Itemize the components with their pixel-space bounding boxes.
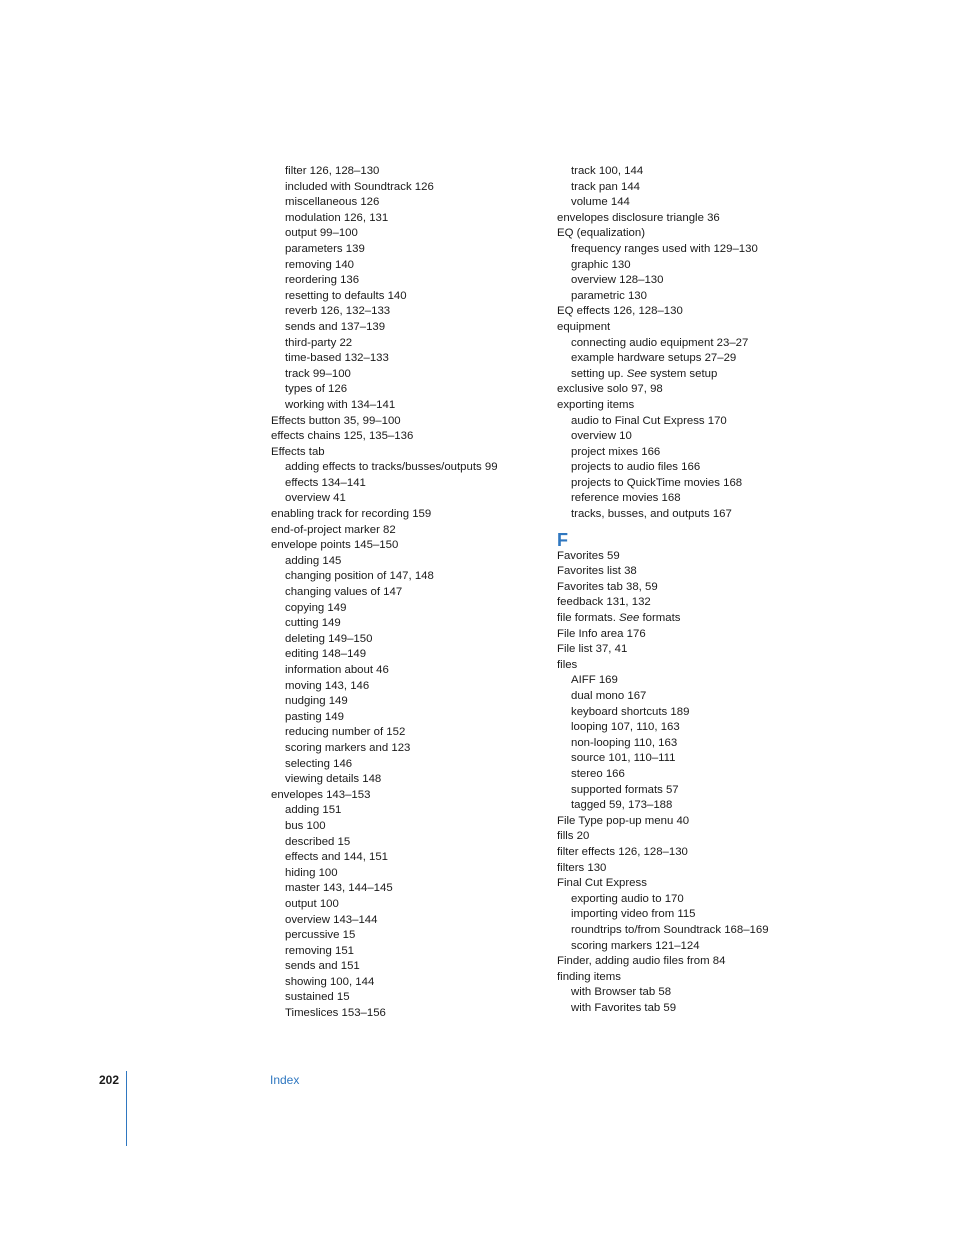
entry-text: selecting 146 bbox=[285, 757, 353, 770]
index-subentry bbox=[557, 460, 847, 476]
entry-text: end-of-project marker 82 bbox=[271, 523, 396, 536]
entry-text: Effects tab bbox=[271, 445, 325, 458]
entry-text: removing 140 bbox=[285, 258, 355, 271]
entry-text: filter effects 126, 128–130 bbox=[557, 845, 688, 858]
index-subentry bbox=[271, 616, 541, 632]
entry-text: source 101, 110–111 bbox=[571, 752, 676, 765]
index-subentry bbox=[271, 757, 541, 773]
entry-text: frequency ranges used with 129–130 bbox=[571, 242, 758, 255]
entry-text: enabling track for recording 159 bbox=[271, 508, 432, 521]
index-subentry bbox=[271, 975, 541, 991]
index-subentry bbox=[557, 180, 847, 196]
index-entry bbox=[557, 595, 847, 611]
entry-text: audio to Final Cut Express 170 bbox=[571, 414, 727, 427]
entry-text: feedback 131, 132 bbox=[557, 596, 651, 609]
entry-text: included with Soundtrack 126 bbox=[285, 180, 434, 193]
page-number: 202 bbox=[99, 1073, 120, 1087]
index-subentry bbox=[557, 751, 847, 767]
index-subentry bbox=[557, 289, 847, 305]
entry-text: adding 145 bbox=[285, 554, 342, 567]
entry-text: volume 144 bbox=[571, 196, 630, 209]
entry-text: keyboard shortcuts 189 bbox=[571, 705, 690, 718]
index-subentry bbox=[557, 491, 847, 507]
entry-text: sends and 137–139 bbox=[285, 320, 386, 333]
entry-text: nudging 149 bbox=[285, 695, 348, 708]
index-subentry bbox=[271, 897, 541, 913]
index-subentry bbox=[271, 601, 541, 617]
index-subentry bbox=[557, 783, 847, 799]
index-subentry bbox=[271, 1006, 541, 1022]
index-subentry bbox=[271, 647, 541, 663]
index-subentry bbox=[557, 985, 847, 1001]
index-entry bbox=[557, 211, 847, 227]
entry-text: modulation 126, 131 bbox=[285, 211, 389, 224]
index-subentry bbox=[271, 679, 541, 695]
entry-text: removing 151 bbox=[285, 944, 355, 957]
index-subentry bbox=[271, 367, 541, 383]
entry-text: file formats. bbox=[557, 612, 620, 625]
index-subentry bbox=[271, 772, 541, 788]
index-entry bbox=[557, 814, 847, 830]
index-subentry bbox=[271, 959, 541, 975]
entry-text: importing video from 115 bbox=[571, 908, 696, 921]
index-subentry bbox=[271, 632, 541, 648]
index-subentry bbox=[271, 320, 541, 336]
entry-text: dual mono 167 bbox=[571, 690, 647, 702]
index-subentry bbox=[271, 990, 541, 1006]
entry-text: files bbox=[557, 658, 578, 671]
entry-text: information about 46 bbox=[285, 664, 389, 676]
index-subentry bbox=[271, 258, 541, 274]
index-subentry bbox=[557, 414, 847, 430]
index-subentry bbox=[557, 445, 847, 461]
entry-text: output 100 bbox=[285, 897, 339, 910]
index-entry bbox=[271, 414, 541, 430]
index-subentry bbox=[557, 258, 847, 274]
entry-text: resetting to defaults 140 bbox=[285, 289, 407, 302]
index-subentry bbox=[271, 944, 541, 960]
entry-text: AIFF 169 bbox=[571, 674, 618, 687]
index-column-left bbox=[271, 164, 541, 1022]
entry-text: bus 100 bbox=[285, 819, 326, 832]
index-subentry bbox=[271, 585, 541, 601]
index-entry bbox=[557, 627, 847, 643]
index-subentry bbox=[271, 663, 541, 679]
entry-text: projects to audio files 166 bbox=[571, 461, 701, 474]
index-subentry bbox=[271, 850, 541, 866]
index-entry bbox=[271, 429, 541, 445]
entry-text: File Info area 176 bbox=[557, 627, 646, 640]
entry-text: finding items bbox=[557, 970, 621, 983]
section-label: Index bbox=[270, 1073, 300, 1087]
entry-text: effects 134–141 bbox=[285, 476, 366, 489]
entry-text: types of 126 bbox=[285, 383, 348, 396]
index-subentry bbox=[557, 367, 847, 383]
index-subentry bbox=[557, 736, 847, 752]
index-subentry bbox=[271, 710, 541, 726]
index-entry bbox=[557, 845, 847, 861]
index-subentry bbox=[271, 351, 541, 367]
entry-text: File list 37, 41 bbox=[557, 643, 628, 656]
entry-text: setting up. bbox=[571, 367, 627, 380]
entry-text: looping 107, 110, 163 bbox=[571, 721, 680, 734]
entry-text: EQ (equalization) bbox=[557, 227, 646, 240]
entry-text: Favorites 59 bbox=[557, 549, 620, 562]
index-subentry bbox=[271, 180, 541, 196]
entry-text: working with 134–141 bbox=[285, 398, 396, 411]
index-entry bbox=[557, 658, 847, 674]
entry-text: exporting audio to 170 bbox=[571, 892, 684, 905]
index-subentry bbox=[271, 928, 541, 944]
entry-text: fills 20 bbox=[557, 830, 590, 843]
index-entry bbox=[557, 642, 847, 658]
index-subentry bbox=[557, 689, 847, 705]
index-subentry bbox=[271, 226, 541, 242]
entry-text: with Favorites tab 59 bbox=[571, 1001, 677, 1014]
index-subentry bbox=[271, 273, 541, 289]
entry-text: graphic 130 bbox=[571, 258, 631, 271]
entry-text: roundtrips to/from Soundtrack 168–169 bbox=[571, 923, 769, 936]
index-subentry bbox=[271, 164, 541, 180]
entry-text: moving 143, 146 bbox=[285, 679, 370, 692]
index-subentry bbox=[271, 913, 541, 929]
index-subentry bbox=[557, 767, 847, 783]
index-subentry bbox=[557, 351, 847, 367]
entry-text: example hardware setups 27–29 bbox=[571, 352, 737, 365]
index-entry bbox=[557, 829, 847, 845]
entry-text: exporting items bbox=[557, 398, 635, 411]
entry-text: track pan 144 bbox=[571, 180, 641, 193]
index-subentry bbox=[271, 803, 541, 819]
index-subentry bbox=[557, 705, 847, 721]
see-reference: See bbox=[626, 367, 648, 380]
index-subentry bbox=[557, 907, 847, 923]
index-subentry bbox=[557, 476, 847, 492]
index-subentry bbox=[271, 819, 541, 835]
index-subentry bbox=[271, 881, 541, 897]
entry-text: project mixes 166 bbox=[571, 445, 661, 458]
entry-text: sustained 15 bbox=[285, 991, 350, 1004]
entry-text: stereo 166 bbox=[571, 767, 625, 780]
entry-text: output 99–100 bbox=[285, 227, 358, 240]
index-subentry bbox=[271, 491, 541, 507]
entry-text: editing 148–149 bbox=[285, 648, 367, 661]
entry-text: pasting 149 bbox=[285, 710, 344, 723]
index-entry bbox=[557, 564, 847, 580]
index-subentry bbox=[271, 554, 541, 570]
entry-text: connecting audio equipment 23–27 bbox=[571, 336, 749, 349]
entry-text: effects chains 125, 135–136 bbox=[271, 430, 414, 443]
index-subentry bbox=[271, 195, 541, 211]
entry-text: adding effects to tracks/busses/outputs 99 bbox=[285, 461, 498, 474]
index-subentry bbox=[271, 866, 541, 882]
entry-text: master 143, 144–145 bbox=[285, 882, 393, 895]
entry-text: Timeslices 153–156 bbox=[285, 1007, 386, 1020]
entry-text: overview 10 bbox=[571, 430, 632, 443]
entry-text: parametric 130 bbox=[571, 289, 647, 302]
entry-text: third-party 22 bbox=[285, 336, 353, 349]
entry-text: scoring markers 121–124 bbox=[571, 939, 700, 952]
entry-text: miscellaneous 126 bbox=[285, 196, 380, 209]
index-letter-heading: F bbox=[557, 529, 568, 550]
index-entry bbox=[557, 970, 847, 986]
index-entry bbox=[271, 507, 541, 523]
index-subentry bbox=[557, 273, 847, 289]
entry-text: cutting 149 bbox=[285, 617, 341, 630]
entry-text: non-looping 110, 163 bbox=[571, 736, 678, 749]
entry-text: scoring markers and 123 bbox=[285, 741, 411, 754]
index-subentry bbox=[271, 694, 541, 710]
entry-text: reordering 136 bbox=[285, 274, 360, 287]
index-subentry bbox=[271, 835, 541, 851]
entry-text: sends and 151 bbox=[285, 960, 360, 973]
entry-text: reverb 126, 132–133 bbox=[285, 305, 391, 318]
entry-text: overview 41 bbox=[285, 492, 346, 505]
index-subentry bbox=[271, 741, 541, 757]
entry-text: filter 126, 128–130 bbox=[285, 165, 380, 177]
index-subentry bbox=[271, 289, 541, 305]
index-subentry bbox=[557, 798, 847, 814]
index-entry bbox=[271, 523, 541, 539]
entry-text: tracks, busses, and outputs 167 bbox=[571, 508, 732, 521]
index-subentry bbox=[271, 476, 541, 492]
index-subentry bbox=[557, 673, 847, 689]
entry-text: showing 100, 144 bbox=[285, 975, 375, 988]
index-subentry bbox=[557, 164, 847, 180]
index-entry bbox=[557, 861, 847, 877]
index-entry bbox=[271, 538, 541, 554]
index-subentry bbox=[271, 211, 541, 227]
index-subentry bbox=[557, 892, 847, 908]
entry-text: Favorites tab 38, 59 bbox=[557, 580, 658, 593]
entry-text: equipment bbox=[557, 320, 611, 333]
index-subentry bbox=[271, 460, 541, 476]
index-entry bbox=[557, 320, 847, 336]
entry-text: reference movies 168 bbox=[571, 492, 681, 505]
index-subentry bbox=[557, 720, 847, 736]
entry-text: envelope points 145–150 bbox=[271, 539, 399, 552]
entry-text: adding 151 bbox=[285, 804, 342, 817]
index-entry bbox=[271, 445, 541, 461]
index-subentry bbox=[271, 336, 541, 352]
index-entry bbox=[557, 549, 847, 565]
see-target: system setup bbox=[647, 367, 718, 380]
entry-text: changing values of 147 bbox=[285, 586, 403, 599]
entry-text: effects and 144, 151 bbox=[285, 851, 389, 864]
index-entry bbox=[557, 876, 847, 892]
entry-text: hiding 100 bbox=[285, 866, 338, 879]
entry-text: changing position of 147, 148 bbox=[285, 570, 434, 583]
entry-text: time-based 132–133 bbox=[285, 352, 389, 365]
entry-text: track 99–100 bbox=[285, 367, 351, 380]
index-subentry bbox=[557, 336, 847, 352]
index-entry bbox=[557, 226, 847, 242]
entry-text: projects to QuickTime movies 168 bbox=[571, 476, 743, 489]
entry-text: overview 128–130 bbox=[571, 274, 664, 287]
entry-text: overview 143–144 bbox=[285, 913, 378, 926]
entry-text: Favorites list 38 bbox=[557, 565, 637, 578]
index-subentry bbox=[271, 569, 541, 585]
entry-text: envelopes 143–153 bbox=[271, 788, 371, 801]
index-entry bbox=[557, 580, 847, 596]
index-subentry bbox=[557, 429, 847, 445]
entry-text: described 15 bbox=[285, 835, 351, 848]
index-subentry bbox=[557, 939, 847, 955]
entry-text: supported formats 57 bbox=[571, 783, 679, 796]
index-subentry bbox=[271, 398, 541, 414]
entry-text: Final Cut Express bbox=[557, 877, 647, 890]
index-entry bbox=[557, 954, 847, 970]
entry-text: exclusive solo 97, 98 bbox=[557, 383, 663, 396]
index-subentry bbox=[557, 195, 847, 211]
index-subentry bbox=[557, 923, 847, 939]
entry-text: Effects button 35, 99–100 bbox=[271, 414, 401, 427]
index-subentry bbox=[271, 725, 541, 741]
entry-text: with Browser tab 58 bbox=[571, 986, 672, 999]
footer-divider bbox=[126, 1071, 127, 1146]
entry-text: track 100, 144 bbox=[571, 165, 644, 177]
entry-text: viewing details 148 bbox=[285, 773, 382, 786]
entry-text: tagged 59, 173–188 bbox=[571, 799, 673, 812]
entry-text: Finder, adding audio files from 84 bbox=[557, 955, 726, 968]
entry-text: parameters 139 bbox=[285, 242, 365, 255]
index-entry bbox=[557, 398, 847, 414]
index-subentry bbox=[557, 1001, 847, 1017]
index-entry bbox=[557, 304, 847, 320]
entry-text: EQ effects 126, 128–130 bbox=[557, 305, 683, 318]
index-subentry bbox=[271, 382, 541, 398]
index-subentry bbox=[271, 242, 541, 258]
entry-text: percussive 15 bbox=[285, 929, 356, 942]
index-entry bbox=[557, 611, 847, 627]
index-subentry bbox=[557, 242, 847, 258]
entry-text: copying 149 bbox=[285, 601, 347, 614]
entry-text: deleting 149–150 bbox=[285, 632, 373, 645]
index-subentry bbox=[271, 304, 541, 320]
entry-text: filters 130 bbox=[557, 861, 607, 874]
entry-text: envelopes disclosure triangle 36 bbox=[557, 211, 720, 224]
index-entry bbox=[557, 382, 847, 398]
see-reference: See bbox=[619, 612, 640, 625]
entry-text: File Type pop-up menu 40 bbox=[557, 814, 690, 827]
see-target: formats bbox=[639, 612, 681, 625]
index-subentry bbox=[557, 507, 847, 523]
index-column-right bbox=[557, 164, 847, 1016]
index-entry bbox=[271, 788, 541, 804]
entry-text: reducing number of 152 bbox=[285, 726, 406, 739]
